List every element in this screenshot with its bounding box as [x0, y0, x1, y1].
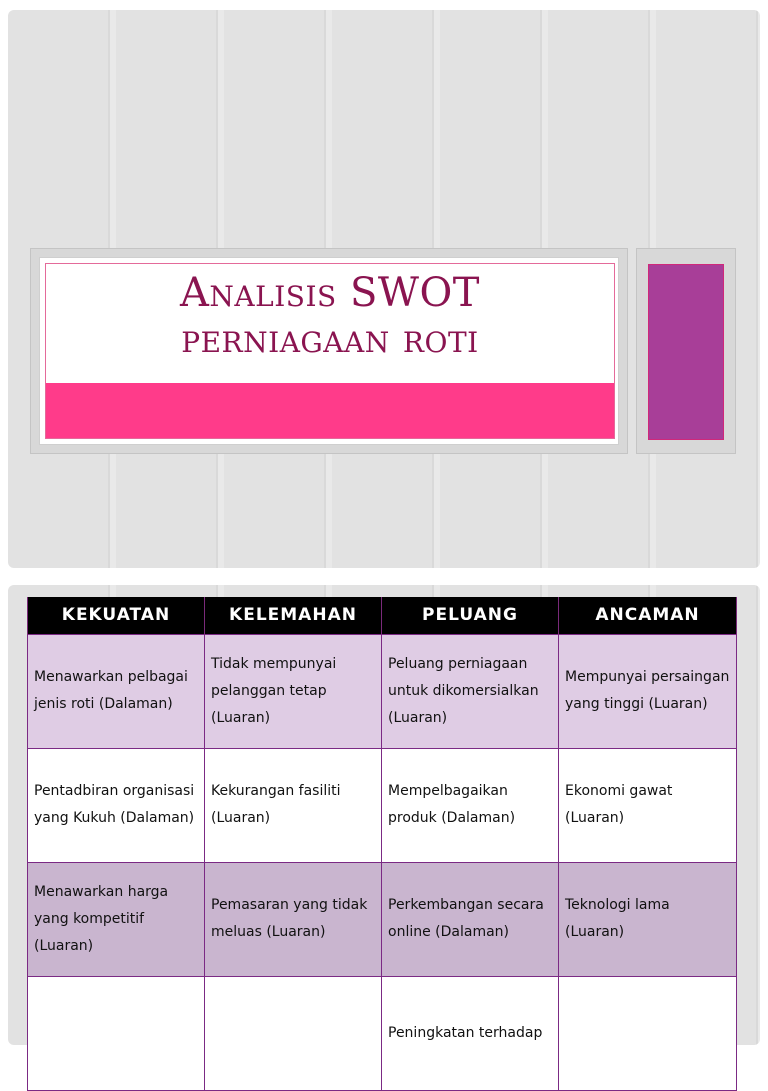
table-cell: Menawarkan pelbagai jenis roti (Dalaman)	[28, 634, 205, 748]
table-cell: Pentadbiran organisasi yang Kukuh (Dalaman)	[28, 748, 205, 862]
table-row	[28, 862, 737, 976]
slide-title	[46, 270, 614, 362]
table-cell: Kekurangan fasiliti (Luaran)	[205, 748, 382, 862]
table-cell: Peningkatan terhadap	[382, 976, 559, 1090]
table-cell: Peluang perniagaan untuk dikomersialkan (Luaran)	[382, 634, 559, 748]
slide-title-line-2: perniagaan roti	[181, 316, 479, 362]
table-cell	[559, 976, 737, 1090]
table-cell: Mempunyai persaingan yang tinggi (Luaran)	[559, 634, 737, 748]
table-row	[28, 976, 737, 1090]
table-row	[28, 748, 737, 862]
header-peluang: PELUANG	[382, 597, 559, 634]
header-ancaman: ANCAMAN	[559, 597, 737, 634]
title-inner-border	[45, 263, 615, 439]
table-cell	[28, 976, 205, 1090]
title-accent-bar	[46, 383, 614, 438]
table-cell: Menawarkan harga yang kompetitif (Luaran)	[28, 862, 205, 976]
table-cell	[205, 976, 382, 1090]
title-card	[39, 257, 619, 445]
header-kekuatan: KEKUATAN	[28, 597, 205, 634]
title-frame	[30, 248, 628, 454]
table-cell: Tidak mempunyai pelanggan tetap (Luaran)	[205, 634, 382, 748]
side-frame	[636, 248, 736, 454]
table-cell: Ekonomi gawat (Luaran)	[559, 748, 737, 862]
table-cell: Perkembangan secara online (Dalaman)	[382, 862, 559, 976]
swot-table-slide	[8, 585, 760, 1045]
swot-header-row	[28, 597, 737, 634]
table-cell: Mempelbagaikan produk (Dalaman)	[382, 748, 559, 862]
header-kelemahan: KELEMAHAN	[205, 597, 382, 634]
title-slide	[8, 10, 760, 568]
swot-table	[27, 597, 737, 1091]
table-cell: Teknologi lama (Luaran)	[559, 862, 737, 976]
side-accent-block	[648, 264, 724, 440]
slide-title-line-1: Analisis SWOT	[180, 270, 480, 316]
table-cell: Pemasaran yang tidak meluas (Luaran)	[205, 862, 382, 976]
table-row	[28, 634, 737, 748]
